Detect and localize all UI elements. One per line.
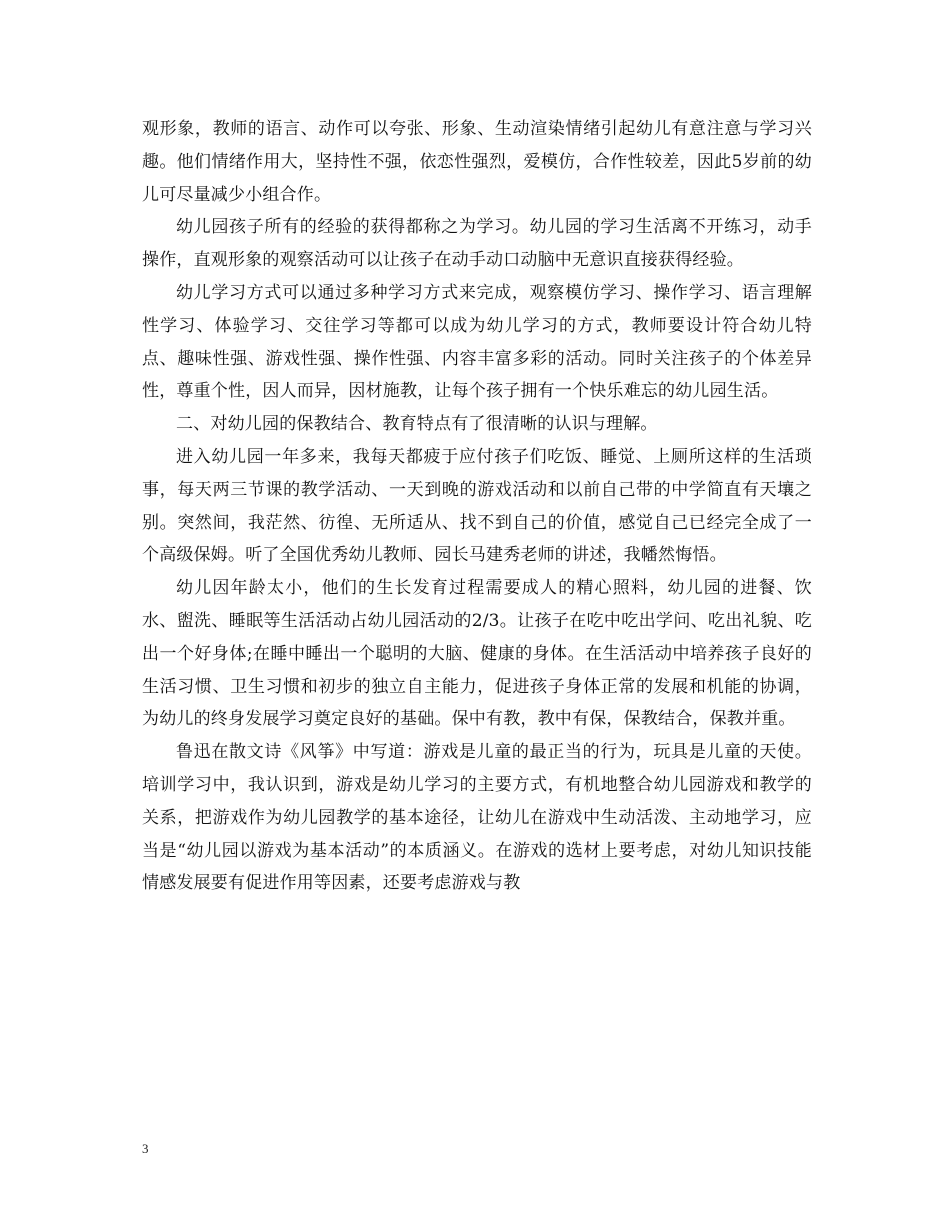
- paragraph-1: 观形象，教师的语言、动作可以夸张、形象、生动渲染情绪引起幼儿有意注意与学习兴趣。他们情绪作用大，坚持性不强，依恋性强烈，爱模仿，合作性较差，因此5岁前的幼儿可尽量减少小组合作。: [142, 119, 812, 205]
- paragraph-4: 进入幼儿园一年多来，我每天都疲于应付孩子们吃饭、睡觉、上厕所这样的生活琐事，每天两三节课的教学活动、一天到晚的游戏活动和以前自己带的中学简直有天壤之别。突然间，我茫然、彷徨、无所适从、找不到自己的价值，感觉自己已经完全成了一个高级保姆。听了全国优秀幼儿教师、园长马建秀老师的讲述，我幡然悔悟。: [142, 446, 812, 566]
- paragraph-5: 幼儿因年龄太小，他们的生长发育过程需要成人的精心照料，幼儿园的进餐、饮水、盥洗、睡眠等生活活动占幼儿园活动的2/3。让孩子在吃中吃出学问、吃出礼貌、吃出一个好身体;在睡中睡出一个聪明的大脑、健康的身体。在生活活动中培养孩子良好的生活习惯、卫生习惯和初步的独立自主能力，促进孩子身体正常的发展和机能的协调，为幼儿的终身发展学习奠定良好的基础。保中有教，教中有保，保教结合，保教并重。: [142, 578, 812, 730]
- paragraph-6: 鲁迅在散文诗《风筝》中写道：游戏是儿童的最正当的行为，玩具是儿童的天使。培训学习中，我认识到，游戏是幼儿学习的主要方式，有机地整合幼儿园游戏和教学的关系，把游戏作为幼儿园教学的基本途径，让幼儿在游戏中生动活泼、主动地学习，应当是“幼儿园以游戏为基本活动”的本质涵义。在游戏的选材上要考虑，对幼儿知识技能情感发展要有促进作用等因素，还要考虑游戏与教: [142, 742, 812, 894]
- section-heading-2: 二、对幼儿园的保教结合、教育特点有了很清晰的认识与理解。: [176, 414, 658, 435]
- paragraph-2: 幼儿园孩子所有的经验的获得都称之为学习。幼儿园的学习生活离不开练习，动手操作，直观形象的观察活动可以让孩子在动手动口动脑中无意识直接获得经验。: [142, 217, 812, 271]
- document-body: [142, 113, 812, 900]
- paragraph-3: 幼儿学习方式可以通过多种学习方式来完成，观察模仿学习、操作学习、语言理解性学习、体验学习、交往学习等都可以成为幼儿学习的方式，教师要设计符合幼儿特点、趣味性强、游戏性强、操作性强、内容丰富多彩的活动。同时关注孩子的个体差异性，尊重个性，因人而异，因材施教，让每个孩子拥有一个快乐难忘的幼儿园生活。: [142, 282, 812, 402]
- page-number: 3: [142, 1141, 149, 1156]
